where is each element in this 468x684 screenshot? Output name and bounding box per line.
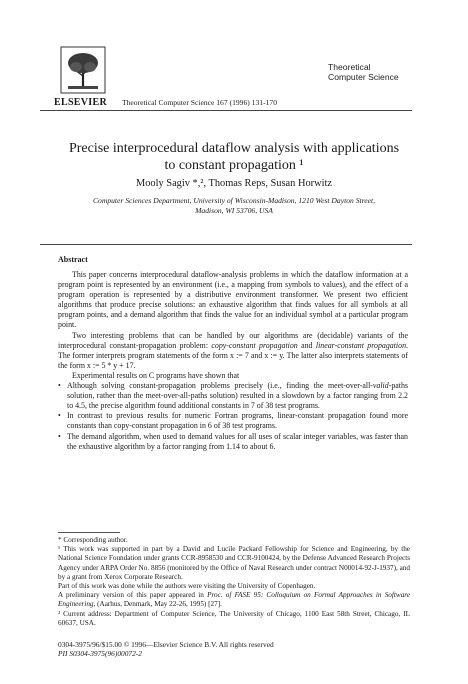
journal-citation: Theoretical Computer Science 167 (1996) 131-170	[122, 98, 277, 107]
journal-name-line-1: Theoretical	[328, 62, 371, 72]
author-affiliation	[40, 196, 428, 216]
bullet-2-text: In contrast to previous results for numeric Fortran programs, linear-constant propagation found more constants than copy-constant propagation in 6 of 38 test programs.	[67, 411, 408, 431]
elsevier-tree-logo	[60, 46, 106, 94]
results-list-item	[58, 381, 408, 411]
results-list	[58, 381, 408, 452]
affiliation-line-2: Madison, WI 53706, USA	[195, 206, 273, 215]
abstract-paragraph-1: This paper concerns interprocedural dataflow-analysis problems in which the dataflow information at a program point is represented by an environment (i.e., a mapping from symbols to values), and the effect of a program operation is represented by a distributive environment transformer. We present two efficient algorithms that produce precise solutions: an exhaustive algorithm that finds values for all symbols at all program points, and a demand algorithm that finds the value for an individual symbol at a particular program point.	[58, 270, 408, 330]
footnote-1-preliminary	[58, 591, 410, 609]
header-rule	[40, 110, 412, 111]
abstract-paragraph-2	[58, 331, 408, 371]
footnote-1-part: Part of this work was done while the authors were visiting the University of Copenhagen.	[58, 582, 316, 591]
footnote-prelim-venue: Proc. of FASE 95: Colloquium on Formal Approaches in Software Engineering	[58, 591, 411, 609]
abstract-body	[58, 270, 408, 452]
abstract-p2-text-b: and	[297, 340, 316, 350]
footnotes	[58, 536, 410, 628]
publisher-name: ELSEVIER	[54, 97, 107, 108]
paper-title	[40, 140, 428, 174]
bullet-1-term: valid	[372, 381, 389, 391]
abstract-paragraph-3: Experimental results on C programs have shown that	[72, 370, 240, 380]
paper-title-line-1: Precise interprocedural dataflow analysis with applications	[68, 141, 400, 156]
journal-name	[328, 62, 408, 82]
results-list-item	[58, 411, 408, 431]
footnote-2: ² Current address: Department of Computer Science, The University of Chicago, 1100 East 58th Street, Chicago, IL 60637, USA.	[58, 609, 410, 627]
abstract-p2-text-a: Two interesting problems that can be handled by our algorithms are (decidable) variants of the interprocedural constant-propagation problem:	[58, 330, 408, 350]
footnote-rule	[58, 532, 120, 533]
abstract-heading: Abstract	[58, 255, 88, 264]
abstract-rule-top	[40, 244, 412, 245]
pii-identifier: PII S0304-3975(96)00072-2	[58, 649, 142, 659]
journal-name-line-2: Computer Science	[328, 72, 399, 82]
abstract-p2-text-c: . The former interprets program statements of the form x := 7 and x := y. The latter also interprets statements of the form x := 5 * y + 17.	[58, 340, 409, 370]
results-list-item	[58, 432, 408, 452]
abstract-p2-term-1: copy-constant propagation	[211, 340, 298, 350]
affiliation-line-1: Computer Sciences Department, University of Wisconsin-Madison, 1210 West Dayton Street,	[92, 196, 376, 205]
bullet-3-text: The demand algorithm, when used to demand values for all uses of scalar integer variables, was faster than the exhaustive algorithm by a factor ranging from 1.14 to about 6.	[67, 431, 408, 451]
publication-identifiers	[58, 640, 358, 659]
abstract-p2-term-2: linear-constant propagation	[315, 340, 407, 350]
footnote-prelim-text-a: A preliminary version of this paper appeared in	[58, 591, 208, 600]
footnote-1: ¹ This work was supported in part by a David and Lucile Packard Fellowship for Science and Engineering, by the National Science Foundation under grants CCR-8958530 and CCR-9100424, by the Defense Advanced Research Projects Agency under ARPA Order No. 8856 (monitored by the Office of Naval Research under contract N00014-92-J-1937), and by a grant from Xerox Corporate Research.	[58, 545, 410, 581]
footnote-prelim-text-b: , (Aarhus, Denmark, May 22-26, 1995) [27].	[93, 600, 222, 609]
bullet-1-text-b: -paths solution, rather than the meet-over-all-paths solution) resulted in a slowdown by a factor ranging from 2.2 to 4.5, the precise algorithm found additional constants in 7 of 38 test programs.	[67, 381, 408, 411]
footnote-corresponding-author: * Corresponding author.	[58, 536, 128, 544]
bullet-1-text-a: Although solving constant-propagation problems precisely (i.e., finding the meet-over-all-	[67, 381, 373, 391]
paper-title-line-2: to constant propagation ¹	[164, 158, 304, 173]
paper-authors: Mooly Sagiv *,², Thomas Reps, Susan Horwitz	[135, 178, 332, 189]
issn-copyright: 0304-3975/96/$15.00 © 1996—Elsevier Science B.V. All rights reserved	[58, 640, 274, 649]
